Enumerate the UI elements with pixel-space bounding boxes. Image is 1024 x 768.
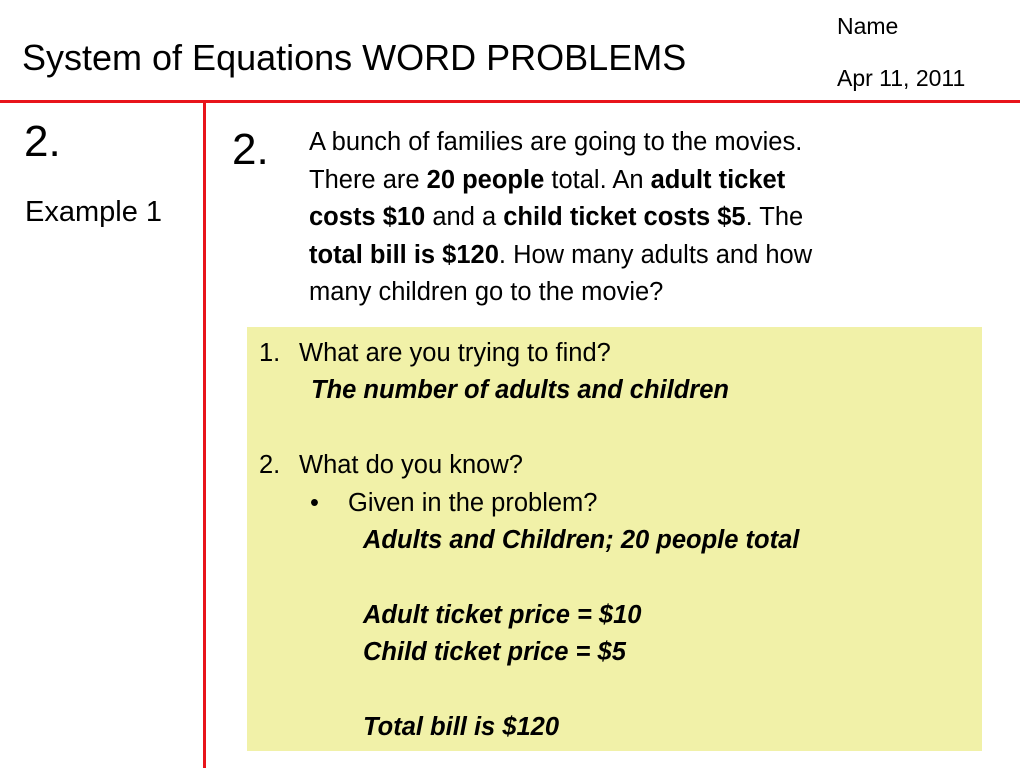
step-2-number: 2. (259, 451, 281, 479)
highlight-child-cost: child ticket costs $5 (503, 203, 746, 231)
given-line-people: Adults and Children; 20 people total (363, 526, 800, 554)
highlight-adult-cost: costs $10 (309, 203, 426, 231)
given-line-adult-price: Adult ticket price = $10 (363, 601, 642, 629)
bullet-text: Given in the problem? (348, 489, 598, 517)
vertical-divider (203, 100, 206, 768)
highlight-adult-ticket: adult ticket (650, 165, 786, 194)
step-2-question: What do you know? (299, 451, 523, 479)
given-line-total-bill: Total bill is $120 (363, 713, 560, 741)
slide-title: System of Equations WORD PROBLEMS (22, 37, 687, 78)
problem-line-3: costs $10 and a child ticket costs $5. The (309, 203, 804, 231)
answer-box (247, 327, 982, 751)
problem-statement (309, 124, 949, 312)
horizontal-divider (0, 100, 1020, 103)
step-1-question: What are you trying to find? (299, 339, 611, 367)
sidebar-number: 2. (24, 117, 61, 166)
step-1-number: 1. (259, 339, 281, 367)
bullet-icon: • (310, 489, 319, 517)
problem-line-5: many children go to the movie? (309, 278, 664, 306)
highlight-total-bill: total bill is $120 (309, 240, 499, 269)
step-1-answer: The number of adults and children (311, 376, 729, 404)
problem-line-1: A bunch of families are going to the movies. (309, 128, 803, 156)
problem-line-2: There are 20 people total. An adult ticket (309, 165, 786, 194)
sidebar-example-label: Example 1 (25, 196, 163, 228)
date-label: Apr 11, 2011 (837, 65, 966, 91)
problem-line-4: total bill is $120. How many adults and how (309, 240, 813, 269)
highlight-people-total: 20 people (426, 165, 545, 194)
problem-number: 2. (232, 125, 269, 174)
name-label: Name (837, 13, 899, 39)
given-line-child-price: Child ticket price = $5 (363, 638, 626, 666)
